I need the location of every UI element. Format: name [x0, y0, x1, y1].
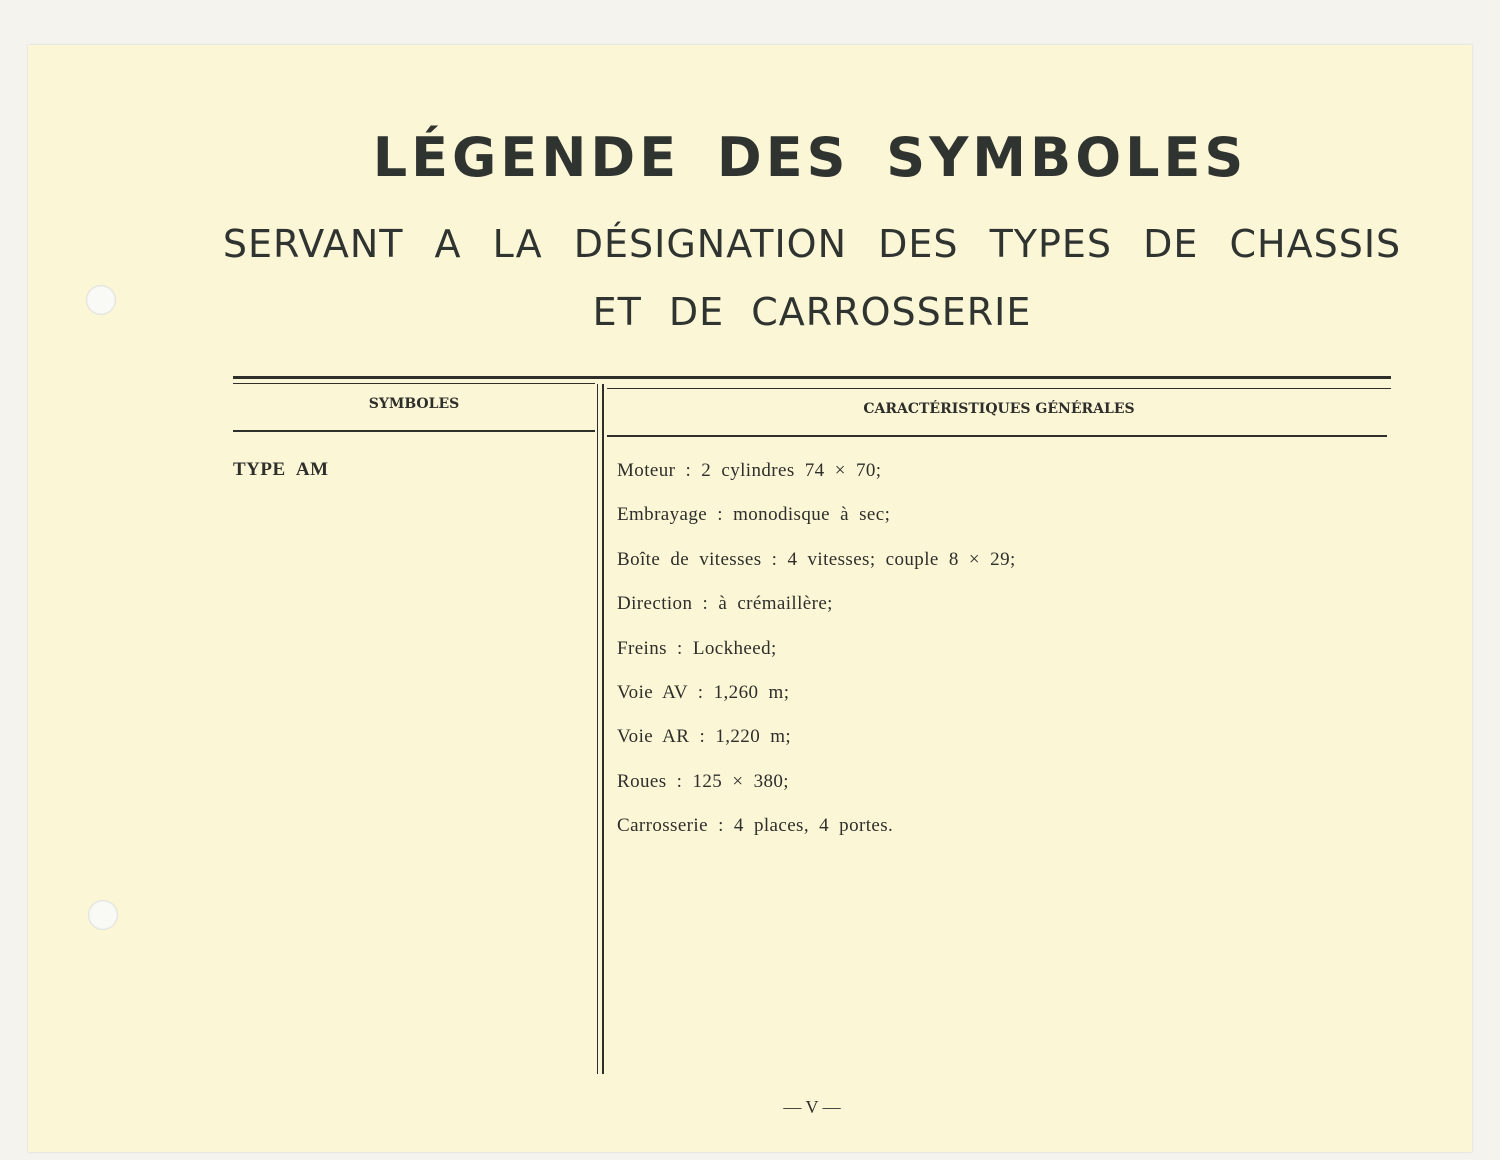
list-item: Freins : Lockheed; [617, 637, 777, 659]
column-divider-right [602, 384, 604, 1074]
list-item: Moteur : 2 cylindres 74 × 70; [617, 460, 882, 481]
column-divider-left [597, 384, 598, 1074]
list-item: Direction : à crémaillère; [617, 593, 833, 615]
header-bottom-rule-left [233, 430, 595, 432]
characteristics-list [617, 460, 1016, 860]
page-subtitle-line-1: SERVANT A LA DÉSIGNATION DES TYPES DE CHASSIS [222, 222, 1402, 266]
list-item: Voie AR : 1,220 m; [617, 726, 792, 748]
column-header-characteristics: CARACTÉRISTIQUES GÉNÉRALES [863, 401, 1135, 417]
table-top-rule-thin [233, 383, 595, 384]
list-item: Boîte de vitesses : 4 vitesses; couple 8 × 29; [617, 548, 1016, 570]
page-number: — V — [783, 1097, 841, 1117]
list-item: Roues : 125 × 380; [617, 770, 789, 792]
symbol-type-am: TYPE AM [233, 459, 329, 480]
list-item: Embrayage : monodisque à sec; [617, 504, 891, 526]
list-item: Voie AV : 1,260 m; [617, 681, 790, 703]
column-header-symbols: SYMBOLES [368, 396, 460, 412]
header-bottom-rule-right [607, 435, 1387, 437]
table-top-rule-thin-right [607, 388, 1391, 389]
list-item: Carrosserie : 4 places, 4 portes. [617, 815, 894, 837]
page-title: LÉGENDE DES SYMBOLES [372, 126, 1248, 189]
punch-hole-bottom [88, 900, 118, 930]
page-subtitle-line-2: ET DE CARROSSERIE [592, 290, 1032, 334]
table-top-rule-thick [233, 376, 1391, 379]
